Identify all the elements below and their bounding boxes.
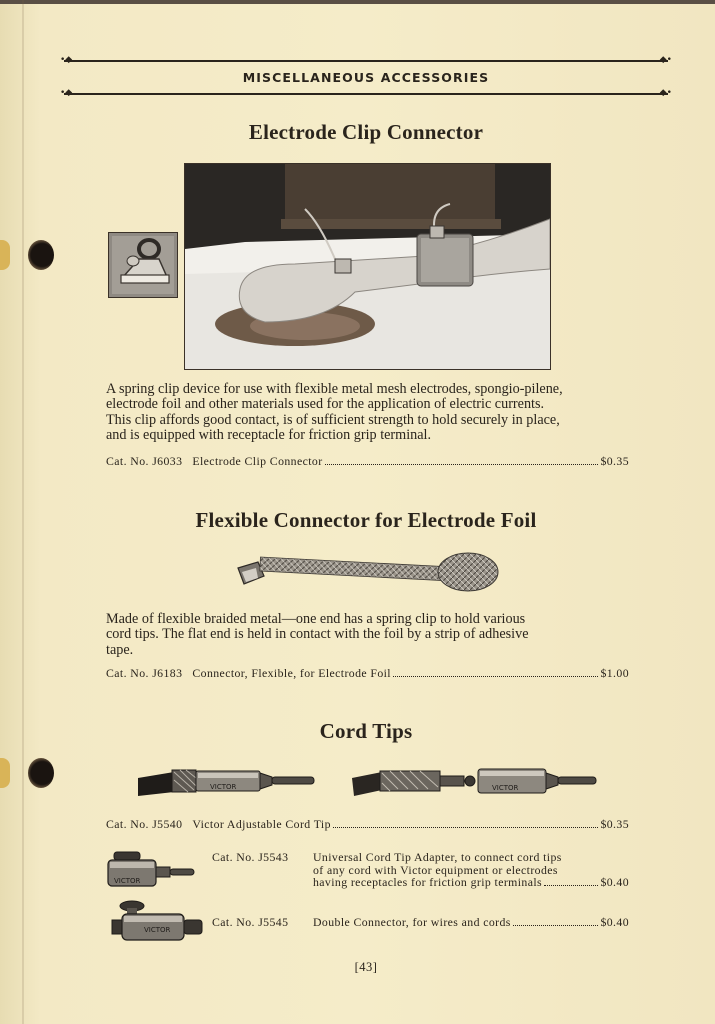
description-line: cord tips. The flat end is held in contact with the foil by a strip of adhesive xyxy=(106,626,529,643)
catalog-description: Double Connector, for wires and cords xyxy=(313,915,511,929)
cord-tip-adapter-icon xyxy=(352,764,598,800)
catalog-description-line: having receptacles for friction grip terminals xyxy=(313,875,543,889)
header-rule-top xyxy=(60,55,672,65)
catalog-entry-j5540 xyxy=(106,817,629,832)
description-line: A spring clip device for use with flexible metal mesh electrodes, spongio-pilene, xyxy=(106,381,563,397)
catalog-description-line: of any cord with Victor equipment or electrodes xyxy=(313,862,558,877)
leader-dots xyxy=(325,464,599,465)
binder-hole-lower xyxy=(28,758,54,788)
catalog-number: Cat. No. J5543 xyxy=(212,850,289,864)
catalog-description: Connector, Flexible, for Electrode Foil xyxy=(192,666,391,680)
victor-brand-mark: VICTOR xyxy=(114,877,141,885)
binder-ring-left-lower xyxy=(0,758,10,788)
catalog-description-line: Universal Cord Tip Adapter, to connect cord tips xyxy=(313,850,562,864)
binding-crease xyxy=(22,0,24,1024)
electrode-clip-description xyxy=(106,382,629,443)
page-number: [43] xyxy=(354,960,378,974)
catalog-price: $0.40 xyxy=(600,915,629,929)
braided-connector-icon xyxy=(236,548,500,594)
spring-clip-icon xyxy=(109,233,177,297)
flexible-connector-description xyxy=(106,612,629,658)
catalog-entry-j5545 xyxy=(212,915,629,930)
universal-adapter-image xyxy=(106,850,196,890)
top-edge xyxy=(0,0,715,4)
catalog-number: Cat. No. J5545 xyxy=(212,915,289,929)
section-title-flexible-connector: Flexible Connector for Electrode Foil xyxy=(195,508,537,532)
victor-brand-mark: VICTOR xyxy=(144,926,171,934)
catalog-price: $1.00 xyxy=(600,666,629,680)
victor-brand-mark: VICTOR xyxy=(492,784,519,792)
page-header-title: MISCELLANEOUS ACCESSORIES xyxy=(242,70,490,85)
leader-dots xyxy=(544,885,598,886)
electrode-clip-photo xyxy=(184,163,551,370)
rule-ornament-icon: ◆• xyxy=(659,55,672,65)
catalog-entry-j6183 xyxy=(106,666,629,681)
leader-dots xyxy=(333,827,599,828)
leader-dots xyxy=(513,925,599,926)
cord-tip-icon xyxy=(138,764,316,798)
catalog-entry-j6033 xyxy=(106,454,629,469)
catalog-number: Cat. No. J6183 xyxy=(106,666,183,680)
description-line: electrode foil and other materials used for the application of electric currents. xyxy=(106,396,545,413)
catalog-description: Electrode Clip Connector xyxy=(192,454,323,468)
leader-dots xyxy=(393,676,598,677)
description-line: and is equipped with receptacle for friction grip terminal. xyxy=(106,426,432,443)
adjustable-cord-tip-image xyxy=(138,764,316,798)
catalog-description: Victor Adjustable Cord Tip xyxy=(192,817,331,831)
cord-tip-adapter-image xyxy=(352,764,598,800)
catalog-price: $0.40 xyxy=(600,875,629,889)
clip-detail-photo xyxy=(108,232,178,298)
double-connector-icon xyxy=(110,900,204,946)
description-line: Made of flexible braided metal—one end has a spring clip to hold various xyxy=(106,611,526,627)
description-line: tape. xyxy=(106,641,134,658)
header-rule-bottom xyxy=(60,88,672,98)
binder-hole-upper xyxy=(28,240,54,270)
double-connector-image xyxy=(110,900,204,946)
catalog-price: $0.35 xyxy=(600,454,629,468)
arm-with-electrodes-illustration xyxy=(185,164,550,369)
universal-adapter-icon xyxy=(106,850,196,890)
catalog-entry-j5543 xyxy=(212,851,629,889)
flexible-connector-image xyxy=(236,548,500,594)
section-title-electrode-clip: Electrode Clip Connector xyxy=(248,120,484,144)
section-title-cord-tips: Cord Tips xyxy=(319,719,413,743)
victor-brand-mark: VICTOR xyxy=(210,783,237,791)
catalog-price: $0.35 xyxy=(600,817,629,831)
binder-ring-left-upper xyxy=(0,240,10,270)
catalog-number: Cat. No. J5540 xyxy=(106,817,183,831)
rule-ornament-icon: •◆ xyxy=(60,55,73,65)
rule-ornament-icon: •◆ xyxy=(60,88,73,98)
description-line: This clip affords good contact, is of sufficient strength to hold securely in place, xyxy=(106,411,560,428)
rule-ornament-icon: ◆• xyxy=(659,88,672,98)
catalog-number: Cat. No. J6033 xyxy=(106,454,183,468)
